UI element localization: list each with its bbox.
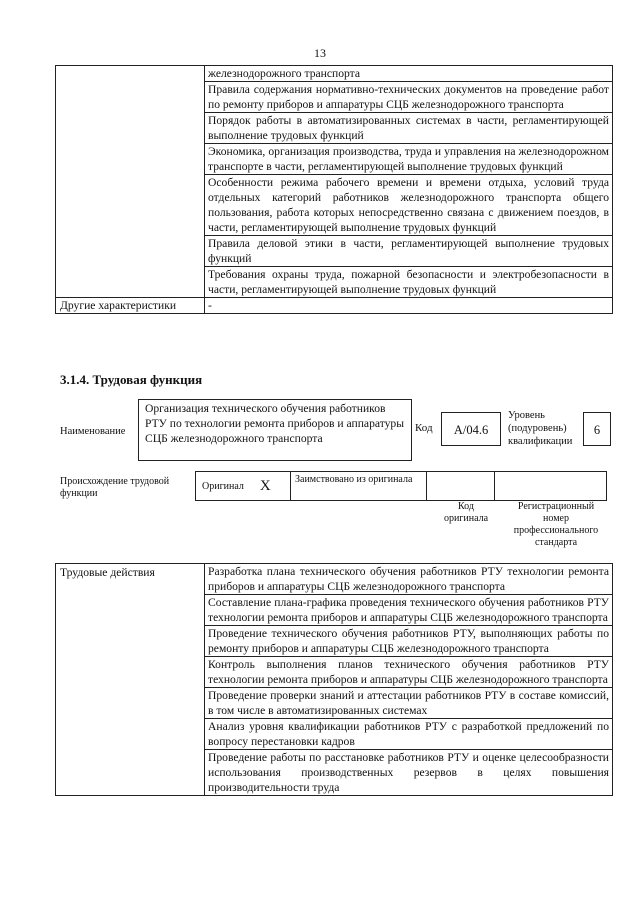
function-code-box: А/04.6 (441, 412, 501, 446)
section-title: 3.1.4. Трудовая функция (60, 372, 203, 387)
other-characteristics-label: Другие характеристики (56, 298, 205, 314)
labor-actions-label: Трудовые действия (56, 564, 205, 796)
name-label: Наименование (60, 426, 126, 437)
level-value-box: 6 (583, 412, 611, 446)
origin-row (196, 471, 607, 501)
knowledge-item: Порядок работы в автоматизированных системах в части, регламентирующей выполнение трудовых функций (205, 113, 613, 144)
borrowed-cell: Заимствовано из оригинала (290, 471, 427, 501)
labor-action-item: Анализ уровня квалификации работников РТУ с разработкой предложений по вопросу перестановки кадров (205, 719, 613, 750)
origin-code-label: Код оригинала (443, 501, 489, 524)
labor-action-item: Проведение работы по расстановке работников РТУ и оценке целесообразности использования производственных резервов в целях повышения производительности труда (205, 750, 613, 796)
knowledge-item: железнодорожного транспорта (205, 66, 613, 82)
knowledge-label-cell (56, 66, 205, 298)
reg-number-label: Регистрационный номер профессионального стандарта (513, 501, 599, 548)
knowledge-item: Требования охраны труда, пожарной безопасности и электробезопасности в части, регламентирующей выполнение трудовых функций (205, 267, 613, 298)
other-characteristics-value: - (205, 298, 613, 314)
origin-code-cell (426, 471, 495, 501)
labor-actions-table (55, 563, 613, 796)
knowledge-item: Экономика, организация производства, труда и управления на железнодорожном транспорте в части, регламентирующей выполнение трудовых функций (205, 144, 613, 175)
labor-action-item: Проведение проверки знаний и аттестации работников РТУ в составе комиссий, в том числе в автоматизированных системах (205, 688, 613, 719)
labor-action-item: Составление плана-графика проведения технического обучения работников РТУ технологии ремонта приборов и аппаратуры СЦБ железнодорожного транспорта (205, 595, 613, 626)
original-cell (195, 471, 291, 501)
knowledge-item: Особенности режима рабочего времени и времени отдыха, условий труда отдельных категорий работников железнодорожного транспорта общего пользования, работа которых непосредственно связана с движением поездов, в части, регламентирующей выполнение трудовых функций (205, 175, 613, 236)
page-number: 13 (314, 46, 326, 60)
knowledge-item: Правила деловой этики в части, регламентирующей выполнение трудовых функций (205, 236, 613, 267)
original-label: Оригинал (202, 480, 244, 492)
labor-action-item: Проведение технического обучения работников РТУ, выполняющих работы по ремонту приборов и аппаратуры СЦБ железнодорожного транспорта (205, 626, 613, 657)
knowledge-item: Правила содержания нормативно-технических документов на проведение работ по ремонту приборов и аппаратуры СЦБ железнодорожного транспорта (205, 82, 613, 113)
labor-action-item: Разработка плана технического обучения работников РТУ технологии ремонта приборов и аппаратуры СЦБ железнодорожного транспорта (205, 564, 613, 595)
function-name-box: Организация технического обучения работников РТУ по технологии ремонта приборов и аппаратуры СЦБ железнодорожного транспорта (138, 399, 412, 461)
code-label: Код (415, 422, 433, 434)
original-mark: X (259, 477, 271, 494)
labor-action-item: Контроль выполнения планов технического обучения работников РТУ технологии ремонта приборов и аппаратуры СЦБ железнодорожного транспорта (205, 657, 613, 688)
origin-label: Происхождение трудовой функции (60, 476, 170, 499)
knowledge-table (55, 65, 613, 314)
level-label: Уровень (подуровень) квалификации (508, 410, 573, 447)
reg-number-cell (494, 471, 607, 501)
